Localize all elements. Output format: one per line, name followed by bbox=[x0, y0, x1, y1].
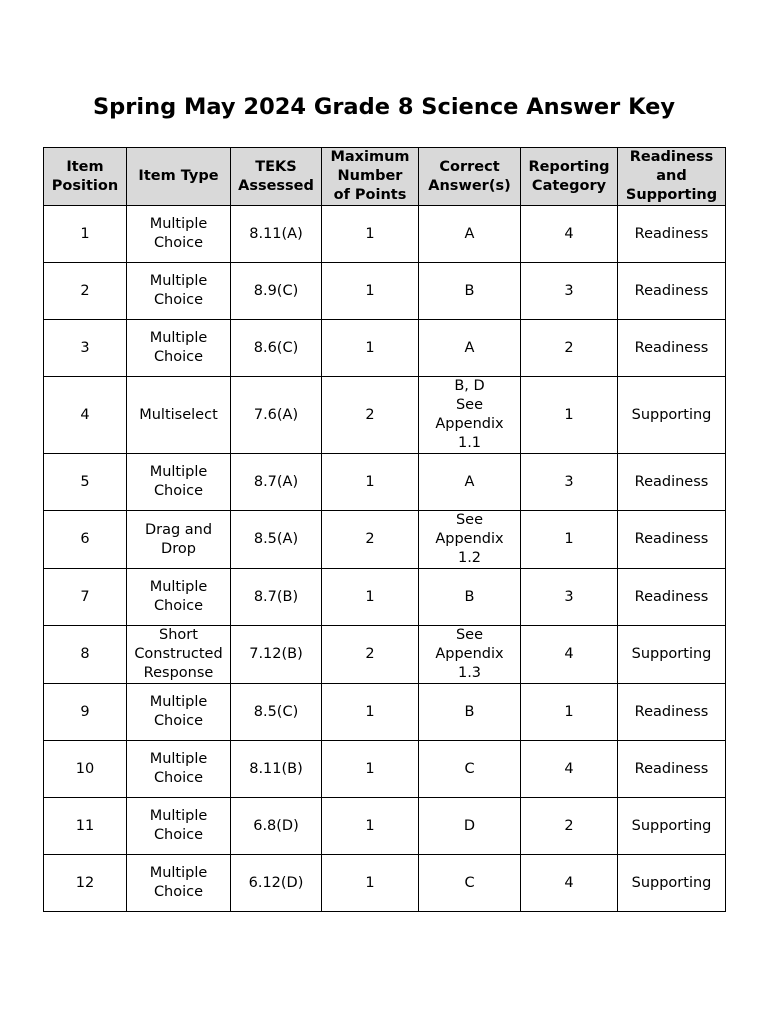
cell-item-position: 12 bbox=[44, 855, 127, 912]
cell-item-position: 10 bbox=[44, 741, 127, 798]
cell-teks-assessed: 7.12(B) bbox=[231, 626, 322, 684]
cell-correct-answer: A bbox=[419, 454, 521, 511]
cell-max-points: 1 bbox=[322, 798, 419, 855]
cell-reporting-category: 2 bbox=[521, 798, 618, 855]
table-row bbox=[44, 626, 726, 684]
cell-correct-answer: See Appendix 1.2 bbox=[419, 511, 521, 569]
cell-correct-answer: See Appendix 1.3 bbox=[419, 626, 521, 684]
cell-reporting-category: 1 bbox=[521, 511, 618, 569]
cell-readiness-supporting: Supporting bbox=[618, 798, 726, 855]
cell-teks-assessed: 8.11(A) bbox=[231, 206, 322, 263]
cell-readiness-supporting: Readiness bbox=[618, 320, 726, 377]
cell-reporting-category: 1 bbox=[521, 377, 618, 454]
cell-correct-answer: B bbox=[419, 684, 521, 741]
cell-readiness-supporting: Readiness bbox=[618, 569, 726, 626]
cell-correct-answer: A bbox=[419, 320, 521, 377]
cell-max-points: 2 bbox=[322, 377, 419, 454]
cell-item-position: 5 bbox=[44, 454, 127, 511]
cell-item-type: Drag and Drop bbox=[127, 511, 231, 569]
cell-item-type: Multiple Choice bbox=[127, 798, 231, 855]
cell-readiness-supporting: Readiness bbox=[618, 263, 726, 320]
cell-item-type: Multiple Choice bbox=[127, 206, 231, 263]
table-row bbox=[44, 454, 726, 511]
cell-item-type: Multiple Choice bbox=[127, 263, 231, 320]
cell-reporting-category: 4 bbox=[521, 206, 618, 263]
table-row bbox=[44, 569, 726, 626]
cell-item-type: Multiple Choice bbox=[127, 684, 231, 741]
cell-item-position: 8 bbox=[44, 626, 127, 684]
column-header-readiness-supporting: Readiness and Supporting bbox=[618, 148, 726, 206]
cell-reporting-category: 3 bbox=[521, 454, 618, 511]
cell-readiness-supporting: Readiness bbox=[618, 511, 726, 569]
cell-max-points: 1 bbox=[322, 206, 419, 263]
cell-item-position: 2 bbox=[44, 263, 127, 320]
cell-correct-answer: B, D See Appendix 1.1 bbox=[419, 377, 521, 454]
cell-teks-assessed: 8.9(C) bbox=[231, 263, 322, 320]
cell-reporting-category: 2 bbox=[521, 320, 618, 377]
cell-item-position: 3 bbox=[44, 320, 127, 377]
cell-reporting-category: 3 bbox=[521, 569, 618, 626]
answer-key-table bbox=[43, 147, 726, 912]
table-header-row bbox=[44, 148, 726, 206]
cell-max-points: 1 bbox=[322, 320, 419, 377]
cell-correct-answer: C bbox=[419, 855, 521, 912]
cell-max-points: 2 bbox=[322, 626, 419, 684]
cell-reporting-category: 4 bbox=[521, 855, 618, 912]
column-header-reporting-category: Reporting Category bbox=[521, 148, 618, 206]
cell-correct-answer: B bbox=[419, 263, 521, 320]
cell-item-position: 6 bbox=[44, 511, 127, 569]
cell-correct-answer: A bbox=[419, 206, 521, 263]
cell-correct-answer: B bbox=[419, 569, 521, 626]
cell-teks-assessed: 8.5(C) bbox=[231, 684, 322, 741]
table-row bbox=[44, 798, 726, 855]
cell-item-position: 11 bbox=[44, 798, 127, 855]
column-header-item-position: Item Position bbox=[44, 148, 127, 206]
cell-teks-assessed: 8.11(B) bbox=[231, 741, 322, 798]
cell-teks-assessed: 8.7(A) bbox=[231, 454, 322, 511]
cell-item-type: Short Constructed Response bbox=[127, 626, 231, 684]
cell-max-points: 1 bbox=[322, 855, 419, 912]
cell-readiness-supporting: Supporting bbox=[618, 626, 726, 684]
cell-item-type: Multiselect bbox=[127, 377, 231, 454]
table-row bbox=[44, 377, 726, 454]
cell-item-position: 1 bbox=[44, 206, 127, 263]
cell-max-points: 1 bbox=[322, 684, 419, 741]
cell-item-type: Multiple Choice bbox=[127, 855, 231, 912]
table-row bbox=[44, 684, 726, 741]
cell-max-points: 1 bbox=[322, 263, 419, 320]
cell-item-position: 7 bbox=[44, 569, 127, 626]
cell-item-type: Multiple Choice bbox=[127, 741, 231, 798]
cell-teks-assessed: 7.6(A) bbox=[231, 377, 322, 454]
column-header-teks-assessed: TEKS Assessed bbox=[231, 148, 322, 206]
cell-teks-assessed: 8.6(C) bbox=[231, 320, 322, 377]
cell-item-position: 9 bbox=[44, 684, 127, 741]
table-row bbox=[44, 206, 726, 263]
cell-item-type: Multiple Choice bbox=[127, 320, 231, 377]
cell-readiness-supporting: Readiness bbox=[618, 741, 726, 798]
cell-max-points: 1 bbox=[322, 454, 419, 511]
cell-readiness-supporting: Readiness bbox=[618, 206, 726, 263]
cell-readiness-supporting: Readiness bbox=[618, 454, 726, 511]
cell-correct-answer: D bbox=[419, 798, 521, 855]
cell-correct-answer: C bbox=[419, 741, 521, 798]
cell-item-type: Multiple Choice bbox=[127, 569, 231, 626]
column-header-correct-answer: Correct Answer(s) bbox=[419, 148, 521, 206]
cell-readiness-supporting: Readiness bbox=[618, 684, 726, 741]
cell-teks-assessed: 6.8(D) bbox=[231, 798, 322, 855]
cell-item-position: 4 bbox=[44, 377, 127, 454]
cell-max-points: 1 bbox=[322, 569, 419, 626]
table-row bbox=[44, 320, 726, 377]
cell-teks-assessed: 8.5(A) bbox=[231, 511, 322, 569]
page-title: Spring May 2024 Grade 8 Science Answer Key bbox=[92, 94, 676, 120]
cell-max-points: 2 bbox=[322, 511, 419, 569]
cell-readiness-supporting: Supporting bbox=[618, 377, 726, 454]
table-row bbox=[44, 263, 726, 320]
column-header-item-type: Item Type bbox=[127, 148, 231, 206]
cell-reporting-category: 4 bbox=[521, 626, 618, 684]
cell-max-points: 1 bbox=[322, 741, 419, 798]
cell-readiness-supporting: Supporting bbox=[618, 855, 726, 912]
cell-reporting-category: 1 bbox=[521, 684, 618, 741]
cell-teks-assessed: 8.7(B) bbox=[231, 569, 322, 626]
cell-reporting-category: 4 bbox=[521, 741, 618, 798]
column-header-max-points: Maximum Number of Points bbox=[322, 148, 419, 206]
table-row bbox=[44, 741, 726, 798]
cell-reporting-category: 3 bbox=[521, 263, 618, 320]
cell-item-type: Multiple Choice bbox=[127, 454, 231, 511]
cell-teks-assessed: 6.12(D) bbox=[231, 855, 322, 912]
table-row bbox=[44, 511, 726, 569]
table-row bbox=[44, 855, 726, 912]
